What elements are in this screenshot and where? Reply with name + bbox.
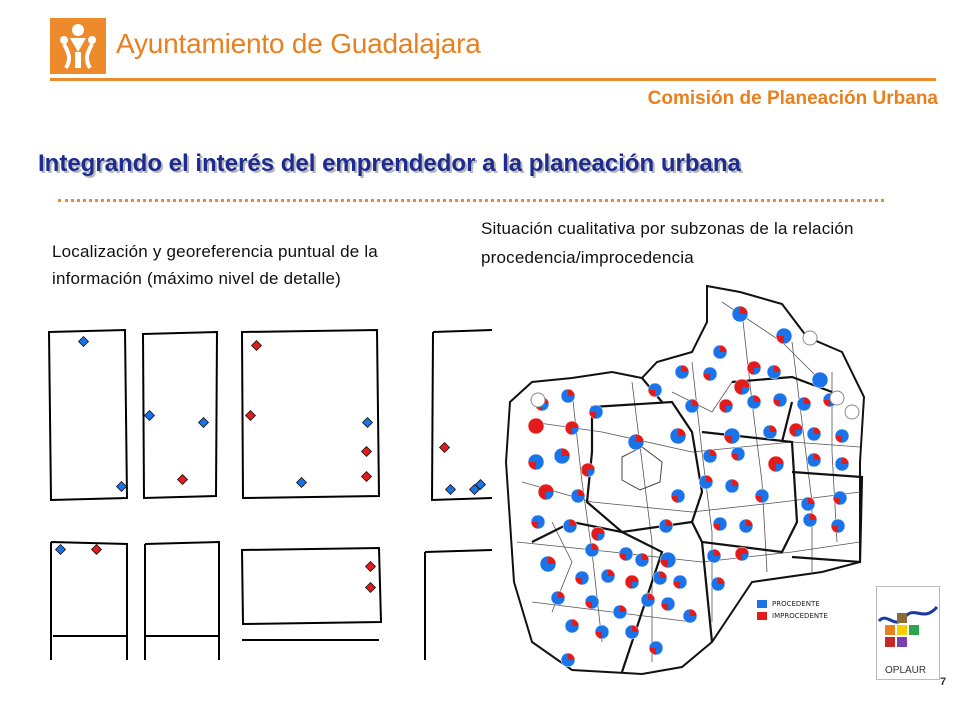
legend-swatch-red [757, 612, 767, 620]
page-number: 7 [940, 676, 947, 688]
right-caption: Situación cualitativa por subzonas de la relación procedencia/improcedencia [481, 219, 854, 267]
point-location-map [37, 318, 492, 665]
header-rule [50, 78, 936, 81]
legend-swatch-blue [757, 600, 767, 608]
coplaur-logo [876, 586, 940, 680]
title-divider [58, 199, 884, 202]
left-caption: Localización y georeferencia puntual de la información (máximo nivel de detalle) [52, 242, 378, 288]
map-legend [757, 598, 828, 622]
legend-item-improcedente [757, 610, 828, 622]
guadalajara-logo [50, 18, 106, 74]
org-name: Ayuntamiento de Guadalajara [116, 28, 481, 59]
slide-title: Integrando el interés del emprendedor a la planeación urbana [38, 150, 741, 177]
legend-label: PROCEDENTE [772, 600, 820, 608]
commission-name: Comisión de Planeación Urbana [647, 88, 938, 109]
legend-item-procedente [757, 598, 828, 610]
coplaur-text: OPLAUR [885, 665, 927, 676]
subzone-pie-map [492, 282, 882, 687]
coplaur-emblem-icon [877, 587, 939, 659]
legend-label: IMPROCEDENTE [772, 612, 828, 620]
